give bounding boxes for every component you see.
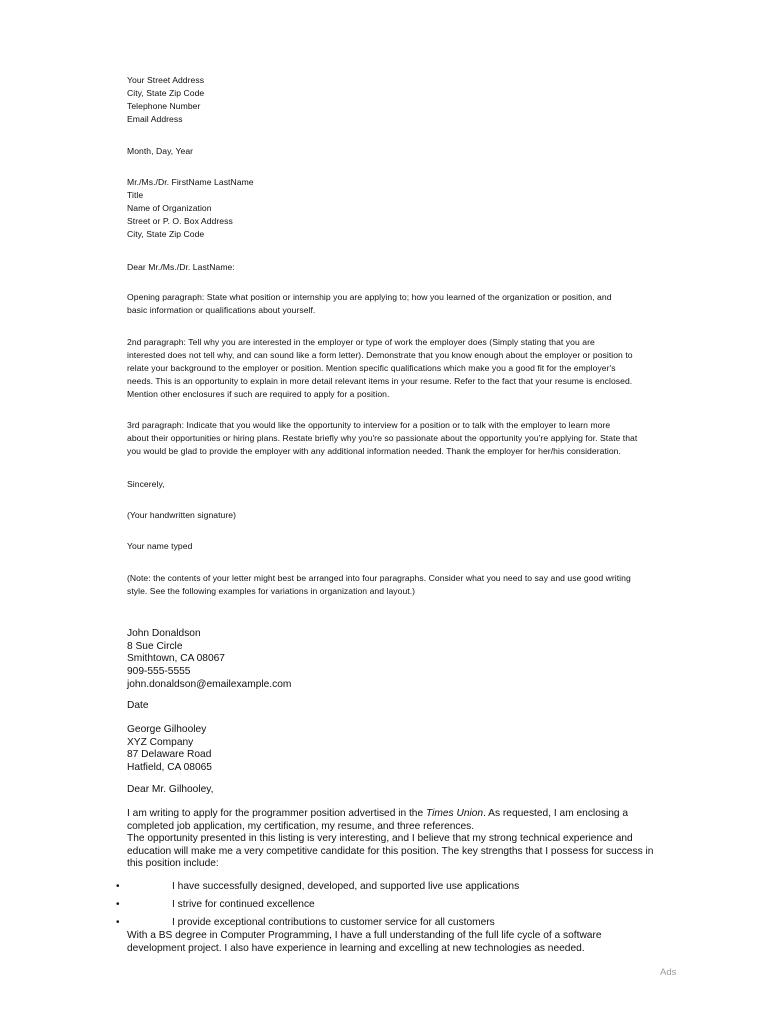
text-line: relate your background to the employer or position. Mention specific qualifications which make you a good fit for the employer's [127, 363, 616, 373]
ads-label: Ads [660, 967, 677, 978]
strengths-bullet-list [116, 881, 716, 935]
para1-text-before: I am writing to apply for the programmer position advertised in the [127, 808, 426, 819]
template-signature: (Your handwritten signature) [127, 510, 237, 520]
bullet-icon: • [116, 881, 120, 892]
bullet-text: I have successfully designed, developed, and supported live use applications [172, 881, 520, 892]
text-line: With a BS degree in Computer Programming, I have a full understanding of the full life cycle of a software [127, 930, 602, 941]
example-paragraph-1 [127, 808, 687, 833]
template-salutation: Dear Mr./Ms./Dr. LastName: [127, 262, 235, 272]
text-line: Title [127, 190, 144, 200]
example-date: Date [127, 700, 149, 711]
template-recipient-address [127, 176, 687, 241]
text-line: (Note: the contents of your letter might best be arranged into four paragraphs. Consider what you need to say and use good writing [127, 573, 631, 583]
text-line: 8 Sue Circle [127, 640, 183, 652]
text-line: completed job application, my certification, my resume, and three references. [127, 820, 475, 832]
list-item [116, 881, 716, 899]
text-line: Telephone Number [127, 101, 201, 111]
template-paragraph-3 [127, 419, 687, 458]
text-line: The opportunity presented in this listing is very interesting, and I believe that my strong technical experience and [127, 833, 633, 844]
text-line: needs. This is an opportunity to explain in more detail relevant items in your resume. Refer to the fact that your resume is enclosed. [127, 376, 633, 386]
template-closing: Sincerely, [127, 479, 165, 489]
text-line: 2nd paragraph: Tell why you are interested in the employer or type of work the employer does (Simply stating that you are [127, 337, 595, 347]
text-line: this position include: [127, 858, 219, 870]
text-line: 3rd paragraph: Indicate that you would like the opportunity to interview for a position or to talk with the employer to learn more [127, 420, 611, 430]
text-line: Hatfield, CA 08065 [127, 762, 212, 774]
text-line: john.donaldson@emailexample.com [127, 678, 292, 690]
example-paragraph-3 [127, 930, 687, 955]
text-line: interested does not tell why, and can sound like a form letter). Demonstrate that you know enough about the employer or position to [127, 350, 633, 360]
text-line: about their opportunities or hiring plans. Restate briefly why you're so passionate about the opportunity you're applying for. State that [127, 433, 638, 443]
text-line: Opening paragraph: State what position or internship you are applying to; how you learned of the organization or position, and [127, 292, 612, 302]
para1-text-after: . As requested, I am enclosing a [483, 808, 629, 819]
text-line: City, State Zip Code [127, 229, 205, 239]
text-line: Name of Organization [127, 203, 212, 213]
text-line: style. See the following examples for variations in organization and layout.) [127, 586, 416, 596]
text-line: XYZ Company [127, 736, 194, 748]
template-paragraph-1 [127, 291, 687, 317]
text-line: City, State Zip Code [127, 88, 205, 98]
text-line: you would be glad to provide the employer with any additional information needed. Thank the employer for her/his consideration. [127, 446, 621, 456]
text-line: 909-555-5555 [127, 666, 191, 678]
bullet-icon: • [116, 899, 120, 910]
list-item [116, 899, 716, 917]
template-sender-address [127, 74, 687, 126]
example-sender-address [127, 628, 687, 692]
bullet-text: I strive for continued excellence [172, 899, 315, 910]
example-paragraph-2 [127, 833, 687, 871]
text-line: 87 Delaware Road [127, 749, 212, 761]
text-line: George Gilhooley [127, 724, 207, 735]
text-line: Email Address [127, 114, 183, 124]
text-line: Your Street Address [127, 75, 205, 85]
newspaper-name: Times Union [425, 808, 484, 819]
text-line: basic information or qualifications about yourself. [127, 305, 316, 315]
example-salutation: Dear Mr. Gilhooley, [127, 784, 214, 795]
template-note [127, 572, 687, 598]
template-date: Month, Day, Year [127, 146, 194, 156]
text-line: Smithtown, CA 08067 [127, 653, 225, 665]
text-line: Street or P. O. Box Address [127, 216, 233, 226]
example-recipient-address [127, 724, 687, 775]
text-line: Mr./Ms./Dr. FirstName LastName [127, 177, 254, 187]
bullet-text: I provide exceptional contributions to customer service for all customers [172, 917, 495, 928]
text-line: education will make me a very competitive candidate for this position. The key strengths that I possess for success in [127, 845, 654, 857]
template-paragraph-2 [127, 336, 687, 401]
text-line: development project. I also have experience in learning and excelling at new technologies as needed. [127, 942, 585, 954]
text-line: John Donaldson [127, 628, 201, 639]
template-name-typed: Your name typed [127, 541, 193, 551]
bullet-icon: • [116, 917, 120, 928]
text-line: Mention other enclosures if such are required to apply for a position. [127, 389, 390, 399]
text-line [127, 808, 687, 821]
